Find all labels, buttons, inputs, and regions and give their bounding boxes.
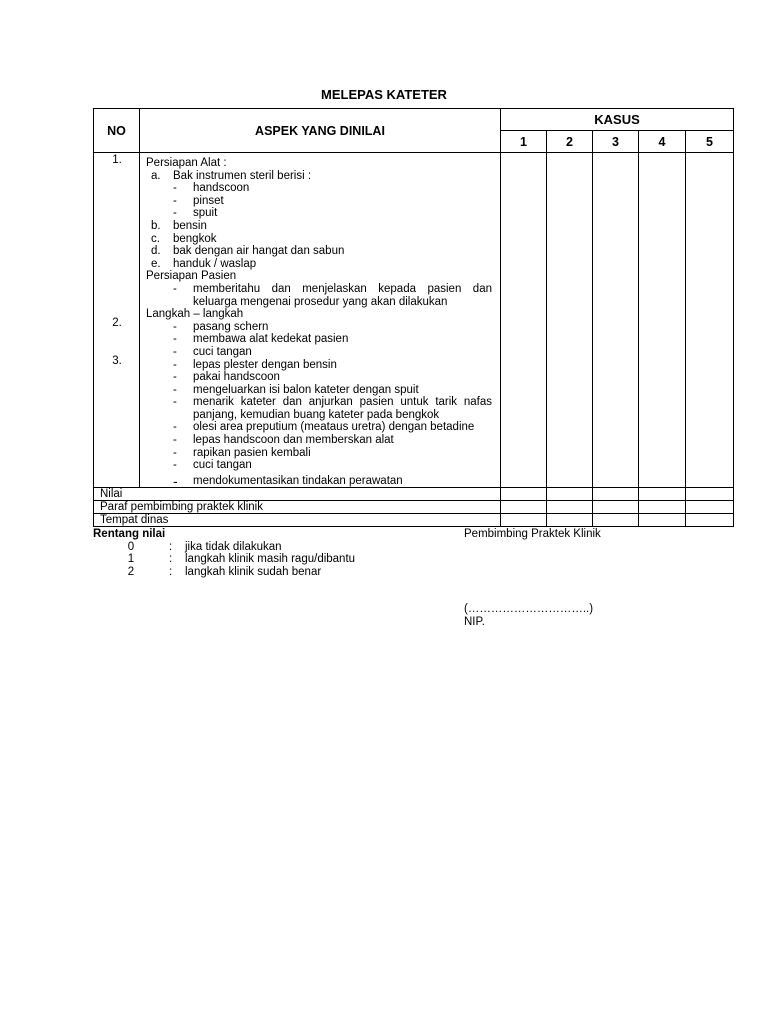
page-title: MELEPAS KATETER — [321, 87, 447, 102]
kasus-2-header: 2 — [547, 131, 593, 153]
score-cell[interactable] — [686, 501, 734, 514]
rentang-nilai — [93, 528, 355, 578]
list-item: 1 : langkah klinik masih ragu/dibantu — [127, 553, 356, 566]
list-item: - memberitahu dan menjelaskan kepada pasien dan keluarga mengenai prosedur yang akan dilakukan — [173, 282, 492, 308]
section-persiapan-pasien: Persiapan Pasien — [146, 270, 237, 283]
score-cell-1[interactable] — [501, 153, 547, 488]
kasus-4-header: 4 — [639, 131, 686, 153]
signature-label: Pembimbing Praktek Klinik — [464, 528, 601, 540]
list-item: - menarik kateter dan anjurkan pasien untuk tarik nafas panjang, kemudian buang kateter pada bengkok — [173, 396, 492, 421]
score-cell[interactable] — [501, 488, 547, 501]
table-row — [94, 488, 734, 501]
section-persiapan-alat: Persiapan Alat : — [146, 157, 227, 169]
list-item: - pasang schern — [173, 320, 269, 333]
score-cell[interactable] — [501, 501, 547, 514]
kasus-3-header: 3 — [593, 131, 639, 153]
header-aspek: ASPEK YANG DINILAI — [140, 109, 501, 153]
score-cell-5[interactable] — [686, 153, 734, 488]
score-cell[interactable] — [547, 501, 593, 514]
list-item: - mendokumentasikan tindakan perawatan — [173, 472, 403, 489]
score-cell[interactable] — [639, 514, 686, 527]
footer-paraf-label: Paraf pembimbing praktek klinik — [94, 501, 501, 514]
list-item: - membawa alat kedekat pasien — [173, 333, 349, 346]
score-cell[interactable] — [686, 514, 734, 527]
row-number: 2. — [112, 317, 122, 329]
score-cell[interactable] — [593, 501, 639, 514]
list-item: a. Bak instrumen steril berisi : — [151, 169, 312, 182]
score-cell[interactable] — [547, 514, 593, 527]
nip-label: NIP. — [464, 615, 485, 628]
kasus-1-header: 1 — [501, 131, 547, 153]
list-item: b. bensin — [151, 219, 207, 232]
list-item: 0 : jika tidak dilakukan — [127, 540, 282, 553]
list-item: - lepas plester dengan bensin — [173, 358, 337, 371]
list-item: 2 : langkah klinik sudah benar — [127, 565, 322, 578]
score-cell-4[interactable] — [639, 153, 686, 488]
row-number: 1. — [112, 154, 122, 166]
assessment-table — [93, 108, 734, 527]
list-item: - cuci tangan — [173, 459, 252, 472]
list-item: - cuci tangan — [173, 345, 252, 358]
score-cell[interactable] — [593, 514, 639, 527]
score-cell[interactable] — [639, 501, 686, 514]
list-item: - handscoon — [173, 182, 250, 195]
list-item: - spuit — [173, 207, 218, 220]
row-number: 3. — [112, 355, 122, 367]
score-cell[interactable] — [593, 488, 639, 501]
kasus-5-header: 5 — [686, 131, 734, 153]
rentang-title: Rentang nilai — [93, 528, 166, 540]
row-number-column — [94, 153, 140, 488]
score-cell[interactable] — [686, 488, 734, 501]
section-langkah: Langkah – langkah — [146, 308, 244, 321]
header-kasus: KASUS — [501, 109, 734, 131]
signature-name-placeholder: (…………………………..) — [464, 603, 594, 615]
table-row — [94, 514, 734, 527]
score-cell[interactable] — [501, 514, 547, 527]
score-cell-3[interactable] — [593, 153, 639, 488]
list-item: - mengeluarkan isi balon kateter dengan spuit — [173, 383, 419, 396]
list-item: d. bak dengan air hangat dan sabun — [151, 245, 345, 258]
table-row — [94, 501, 734, 514]
list-item: - pinset — [173, 194, 224, 207]
footer-nilai-label: Nilai — [94, 488, 501, 501]
aspek-content — [140, 153, 501, 488]
list-item: - pakai handscoon — [173, 371, 280, 384]
footer-tempat-label: Tempat dinas — [94, 514, 501, 527]
list-item: - rapikan pasien kembali — [173, 446, 311, 459]
list-item: e. handuk / waslap — [151, 257, 257, 270]
header-no: NO — [94, 109, 140, 153]
list-item: - lepas handscoon dan memberskan alat — [173, 434, 394, 447]
score-cell[interactable] — [639, 488, 686, 501]
score-cell-2[interactable] — [547, 153, 593, 488]
list-item: - olesi area preputium (meataus uretra) dengan betadine — [173, 421, 475, 434]
list-item: c. bengkok — [151, 232, 217, 245]
signature-block — [464, 603, 593, 628]
score-cell[interactable] — [547, 488, 593, 501]
main-row — [94, 153, 734, 488]
